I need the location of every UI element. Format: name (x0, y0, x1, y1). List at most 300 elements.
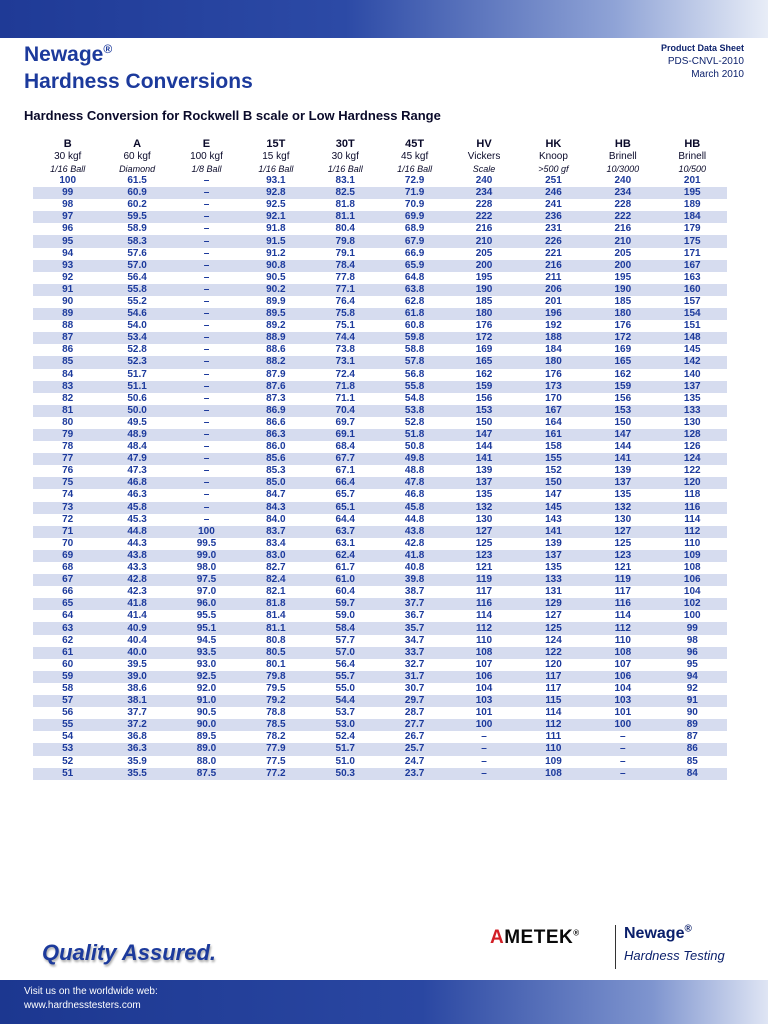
table-cell: 40.0 (102, 647, 171, 659)
table-cell: 107 (449, 659, 518, 671)
table-cell: 228 (449, 199, 518, 211)
table-cell: 108 (658, 562, 727, 574)
table-cell: 96 (33, 223, 102, 235)
table-cell: 83.0 (241, 550, 310, 562)
table-cell: 175 (658, 235, 727, 247)
table-cell: 86.9 (241, 405, 310, 417)
table-cell: 185 (588, 296, 657, 308)
table-cell: 38.1 (102, 695, 171, 707)
table-cell: 88.6 (241, 344, 310, 356)
meta-heading: Product Data Sheet (660, 43, 744, 53)
header-indenter: Diamond (119, 164, 156, 174)
table-cell: 160 (658, 284, 727, 296)
table-cell: 89 (658, 719, 727, 731)
header-load: Brinell (678, 151, 707, 162)
table-cell: 117 (588, 586, 657, 598)
table-cell: – (172, 489, 241, 501)
table-cell: 95 (33, 235, 102, 247)
table-cell: 106 (588, 671, 657, 683)
table-cell: 62.8 (380, 296, 449, 308)
table-cell: 96 (658, 647, 727, 659)
table-row (33, 574, 727, 586)
table-cell: 141 (519, 526, 588, 538)
table-cell: 124 (519, 635, 588, 647)
table-row (33, 453, 727, 465)
table-cell: 176 (449, 320, 518, 332)
table-cell: 78 (33, 441, 102, 453)
table-cell: 91 (658, 695, 727, 707)
table-cell: 114 (658, 514, 727, 526)
table-cell: 163 (658, 272, 727, 284)
table-cell: 135 (658, 393, 727, 405)
table-cell: 51.1 (102, 381, 171, 393)
meta-code: PDS-CNVL-2010 (667, 56, 744, 67)
table-cell: 93.0 (172, 659, 241, 671)
table-cell: 50.0 (102, 405, 171, 417)
table-cell: 86.3 (241, 429, 310, 441)
table-cell: 72.4 (311, 369, 380, 381)
table-cell: 200 (449, 260, 518, 272)
header-scale: A (133, 138, 142, 150)
table-cell: 180 (449, 308, 518, 320)
table-cell: 59.5 (102, 211, 171, 223)
table-cell: 121 (449, 562, 518, 574)
table-row (33, 369, 727, 381)
table-cell: 40.9 (102, 622, 171, 634)
table-cell: 79 (33, 429, 102, 441)
table-cell: 126 (658, 441, 727, 453)
table-cell: 159 (449, 381, 518, 393)
table-row (33, 381, 727, 393)
table-cell: 147 (588, 429, 657, 441)
table-cell: 55 (33, 719, 102, 731)
table-cell: 42.8 (380, 538, 449, 550)
table-cell: 59.8 (380, 332, 449, 344)
table-cell: 77.5 (241, 756, 310, 768)
table-cell: 90.8 (241, 260, 310, 272)
table-cell: 93 (33, 260, 102, 272)
table-cell: 81.1 (311, 211, 380, 223)
table-cell: 60.8 (380, 320, 449, 332)
table-cell: 84.0 (241, 514, 310, 526)
table-cell: 167 (658, 260, 727, 272)
table-cell: 28.7 (380, 707, 449, 719)
table-cell: 135 (449, 489, 518, 501)
meta-date: March 2010 (691, 69, 744, 80)
table-cell: 83 (33, 381, 102, 393)
table-cell: 114 (519, 707, 588, 719)
table-cell: 90.5 (241, 272, 310, 284)
table-row (33, 175, 727, 187)
table-cell: – (588, 768, 657, 780)
table-cell: 92.0 (172, 683, 241, 695)
table-cell: – (172, 405, 241, 417)
table-row (33, 502, 727, 514)
table-cell: 99 (658, 622, 727, 634)
table-cell: 65.1 (311, 502, 380, 514)
table-cell: 122 (519, 647, 588, 659)
table-cell: 104 (588, 683, 657, 695)
table-cell: 53.8 (380, 405, 449, 417)
table-cell: 93.5 (172, 647, 241, 659)
table-cell: 23.7 (380, 768, 449, 780)
table-cell: 135 (588, 489, 657, 501)
table-cell: 148 (658, 332, 727, 344)
table-cell: 180 (519, 356, 588, 368)
table-cell: 246 (519, 187, 588, 199)
table-cell: 71.9 (380, 187, 449, 199)
table-cell: 88 (33, 320, 102, 332)
table-cell: 87 (658, 731, 727, 743)
table-cell: – (172, 332, 241, 344)
table-row (33, 489, 727, 501)
table-cell: 50.3 (311, 768, 380, 780)
table-cell: 184 (519, 344, 588, 356)
table-cell: 153 (449, 405, 518, 417)
table-cell: 69.7 (311, 417, 380, 429)
table-cell: 109 (519, 756, 588, 768)
table-cell: 116 (449, 598, 518, 610)
table-row (33, 465, 727, 477)
table-row (33, 538, 727, 550)
table-cell: 231 (519, 223, 588, 235)
table-row (33, 344, 727, 356)
table-cell: 100 (172, 526, 241, 538)
table-cell: 94.5 (172, 635, 241, 647)
table-cell: 81.4 (241, 610, 310, 622)
table-row (33, 635, 727, 647)
table-cell: 33.7 (380, 647, 449, 659)
table-cell: 92.1 (241, 211, 310, 223)
table-cell: 58.4 (311, 622, 380, 634)
table-cell: 77 (33, 453, 102, 465)
page-title (24, 41, 253, 95)
table-cell: 127 (588, 526, 657, 538)
table-cell: 106 (449, 671, 518, 683)
brand-divider (615, 925, 616, 969)
header-indenter: 10/3000 (606, 164, 640, 174)
table-cell: 123 (449, 550, 518, 562)
table-cell: 137 (519, 550, 588, 562)
table-cell: 154 (658, 308, 727, 320)
table-cell: 54.0 (102, 320, 171, 332)
table-cell: 66.4 (311, 477, 380, 489)
table-cell: 147 (519, 489, 588, 501)
table-cell: 54.4 (311, 695, 380, 707)
table-cell: 45.3 (102, 514, 171, 526)
table-cell: 190 (449, 284, 518, 296)
table-cell: 61.5 (102, 175, 171, 187)
table-row (33, 647, 727, 659)
table-cell: – (172, 417, 241, 429)
table-cell: – (172, 260, 241, 272)
table-cell: – (172, 356, 241, 368)
table-cell: 120 (519, 659, 588, 671)
table-cell: 116 (658, 502, 727, 514)
table-cell: 82 (33, 393, 102, 405)
table-cell: 188 (519, 332, 588, 344)
ametek-registered-mark: ® (573, 928, 580, 938)
table-cell: 69.9 (380, 211, 449, 223)
table-cell: 52 (33, 756, 102, 768)
table-cell: – (449, 743, 518, 755)
header-scale: HB (684, 138, 701, 150)
table-cell: 55.0 (311, 683, 380, 695)
table-cell: 161 (519, 429, 588, 441)
table-cell: – (449, 756, 518, 768)
ametek-logo-text: METEK (504, 927, 574, 948)
table-cell: 58.8 (380, 344, 449, 356)
table-row (33, 562, 727, 574)
table-cell: 86.0 (241, 441, 310, 453)
table-cell: 51.7 (311, 743, 380, 755)
table-cell: 52.4 (311, 731, 380, 743)
table-cell: 55.8 (380, 381, 449, 393)
table-cell: 84 (658, 768, 727, 780)
header-scale: 15T (266, 138, 286, 150)
table-cell: 76 (33, 465, 102, 477)
footer-web-label: Visit us on the worldwide web: (24, 986, 158, 997)
table-cell: 222 (588, 211, 657, 223)
header-indenter: 1/16 Ball (327, 164, 363, 174)
table-cell: 40.8 (380, 562, 449, 574)
table-cell: – (172, 429, 241, 441)
table-cell: 63.8 (380, 284, 449, 296)
table-cell: 117 (519, 671, 588, 683)
table-cell: 145 (519, 502, 588, 514)
newage-tagline: Hardness Testing (624, 948, 725, 963)
table-cell: 108 (519, 768, 588, 780)
table-cell: 162 (449, 369, 518, 381)
table-cell: 43.8 (380, 526, 449, 538)
table-cell: – (172, 284, 241, 296)
table-cell: 45.8 (102, 502, 171, 514)
table-cell: 121 (588, 562, 657, 574)
table-cell: 92.5 (241, 199, 310, 211)
table-cell: 80 (33, 417, 102, 429)
table-cell: 81 (33, 405, 102, 417)
table-cell: 103 (588, 695, 657, 707)
table-cell: 90.0 (172, 719, 241, 731)
table-cell: 41.8 (380, 550, 449, 562)
table-cell: 104 (658, 586, 727, 598)
ametek-logo (490, 927, 580, 949)
table-cell: 125 (449, 538, 518, 550)
table-cell: 71 (33, 526, 102, 538)
table-cell: 90 (658, 707, 727, 719)
table-cell: – (172, 465, 241, 477)
table-row (33, 223, 727, 235)
table-cell: 119 (588, 574, 657, 586)
header-indenter: 1/16 Ball (50, 164, 86, 174)
table-cell: 61.7 (311, 562, 380, 574)
table-cell: 141 (588, 453, 657, 465)
table-cell: 228 (588, 199, 657, 211)
table-row (33, 514, 727, 526)
table-cell: 195 (449, 272, 518, 284)
table-cell: 128 (658, 429, 727, 441)
table-cell: 99 (33, 187, 102, 199)
table-cell: 85 (658, 756, 727, 768)
table-cell: 66 (33, 586, 102, 598)
table-cell: 43.3 (102, 562, 171, 574)
table-cell: 82.4 (241, 574, 310, 586)
table-cell: 106 (658, 574, 727, 586)
table-cell: 110 (519, 743, 588, 755)
table-cell: 80.8 (241, 635, 310, 647)
table-cell: 58 (33, 683, 102, 695)
table-cell: 205 (449, 248, 518, 260)
conversion-table (33, 138, 727, 780)
table-cell: 48.9 (102, 429, 171, 441)
table-cell: 75 (33, 477, 102, 489)
header-load: 45 kgf (401, 151, 429, 162)
table-cell: 93.1 (241, 175, 310, 187)
table-cell: 79.8 (311, 235, 380, 247)
table-cell: 73 (33, 502, 102, 514)
header-scale: 30T (335, 138, 355, 150)
table-cell: 80.5 (241, 647, 310, 659)
table-cell: 210 (588, 235, 657, 247)
table-cell: 50.8 (380, 441, 449, 453)
table-cell: 196 (519, 308, 588, 320)
table-cell: 144 (588, 441, 657, 453)
table-cell: 73.1 (311, 356, 380, 368)
table-row (33, 719, 727, 731)
table-cell: 130 (588, 514, 657, 526)
table-cell: 104 (449, 683, 518, 695)
table-row (33, 586, 727, 598)
table-row (33, 731, 727, 743)
table-cell: 67.7 (311, 453, 380, 465)
table-cell: 140 (658, 369, 727, 381)
table-cell: – (172, 296, 241, 308)
table-cell: 60.2 (102, 199, 171, 211)
table-cell: 55.8 (102, 284, 171, 296)
table-cell: 91.2 (241, 248, 310, 260)
table-cell: 50.6 (102, 393, 171, 405)
table-cell: 74.4 (311, 332, 380, 344)
table-cell: 60 (33, 659, 102, 671)
table-cell: 100 (658, 610, 727, 622)
table-cell: 39.0 (102, 671, 171, 683)
table-cell: 25.7 (380, 743, 449, 755)
table-cell: 206 (519, 284, 588, 296)
table-cell: – (172, 248, 241, 260)
table-cell: 37.7 (380, 598, 449, 610)
table-cell: 112 (449, 622, 518, 634)
table-cell: 63.7 (311, 526, 380, 538)
table-cell: 84 (33, 369, 102, 381)
table-cell: 68 (33, 562, 102, 574)
table-cell: 139 (588, 465, 657, 477)
table-cell: 39.8 (380, 574, 449, 586)
table-cell: 43.8 (102, 550, 171, 562)
table-cell: 97.5 (172, 574, 241, 586)
table-cell: 176 (588, 320, 657, 332)
header-scale: B (63, 138, 72, 150)
table-cell: 77.9 (241, 743, 310, 755)
table-cell: 234 (588, 187, 657, 199)
table-cell: 55.7 (311, 671, 380, 683)
table-cell: 169 (449, 344, 518, 356)
table-cell: 226 (519, 235, 588, 247)
table-cell: – (172, 272, 241, 284)
table-cell: 52.8 (102, 344, 171, 356)
table-cell: 108 (588, 647, 657, 659)
table-cell: 88.2 (241, 356, 310, 368)
table-cell: 35.5 (102, 768, 171, 780)
table-cell: 100 (33, 175, 102, 187)
header-row-indenter (33, 163, 727, 175)
table-cell: 85.0 (241, 477, 310, 489)
table-row (33, 296, 727, 308)
table-row (33, 356, 727, 368)
table-cell: 98 (33, 199, 102, 211)
table-row (33, 683, 727, 695)
footer-web-link[interactable]: www.hardnesstesters.com (24, 1000, 141, 1011)
header-load: 100 kgf (190, 151, 223, 162)
table-cell: 171 (658, 248, 727, 260)
table-cell: 98.0 (172, 562, 241, 574)
table-cell: 222 (449, 211, 518, 223)
table-cell: 169 (588, 344, 657, 356)
slogan: Quality Assured. (42, 940, 217, 965)
table-row (33, 671, 727, 683)
table-cell: – (449, 768, 518, 780)
table-cell: 53.7 (311, 707, 380, 719)
table-cell: 110 (449, 635, 518, 647)
header-row-scale (33, 138, 727, 151)
document-meta (661, 42, 744, 81)
table-cell: 38.6 (102, 683, 171, 695)
table-cell: 59.0 (311, 610, 380, 622)
table-cell: 36.7 (380, 610, 449, 622)
table-cell: 185 (449, 296, 518, 308)
table-cell: 91.5 (241, 235, 310, 247)
header-indenter: 10/500 (678, 164, 707, 174)
table-cell: 150 (519, 477, 588, 489)
table-cell: 49.8 (380, 453, 449, 465)
table-cell: 57.7 (311, 635, 380, 647)
table-cell: 112 (588, 622, 657, 634)
table-cell: 80.1 (241, 659, 310, 671)
table-cell: 61 (33, 647, 102, 659)
table-cell: 109 (658, 550, 727, 562)
table-cell: – (172, 477, 241, 489)
table-cell: 156 (449, 393, 518, 405)
table-cell: 112 (519, 719, 588, 731)
table-cell: 150 (588, 417, 657, 429)
table-cell: 65 (33, 598, 102, 610)
table-cell: 85 (33, 356, 102, 368)
table-cell: 58.9 (102, 223, 171, 235)
table-cell: 48.4 (102, 441, 171, 453)
table-cell: 137 (588, 477, 657, 489)
table-cell: 241 (519, 199, 588, 211)
table-cell: 54.8 (380, 393, 449, 405)
table-cell: 92 (658, 683, 727, 695)
table-cell: 42.3 (102, 586, 171, 598)
table-cell: 77.2 (241, 768, 310, 780)
table-cell: 97.0 (172, 586, 241, 598)
table-cell: 35.9 (102, 756, 171, 768)
table-cell: 46.3 (102, 489, 171, 501)
newage-registered-mark: ® (684, 923, 692, 935)
table-row (33, 756, 727, 768)
table-cell: 211 (519, 272, 588, 284)
table-cell: 37.7 (102, 707, 171, 719)
